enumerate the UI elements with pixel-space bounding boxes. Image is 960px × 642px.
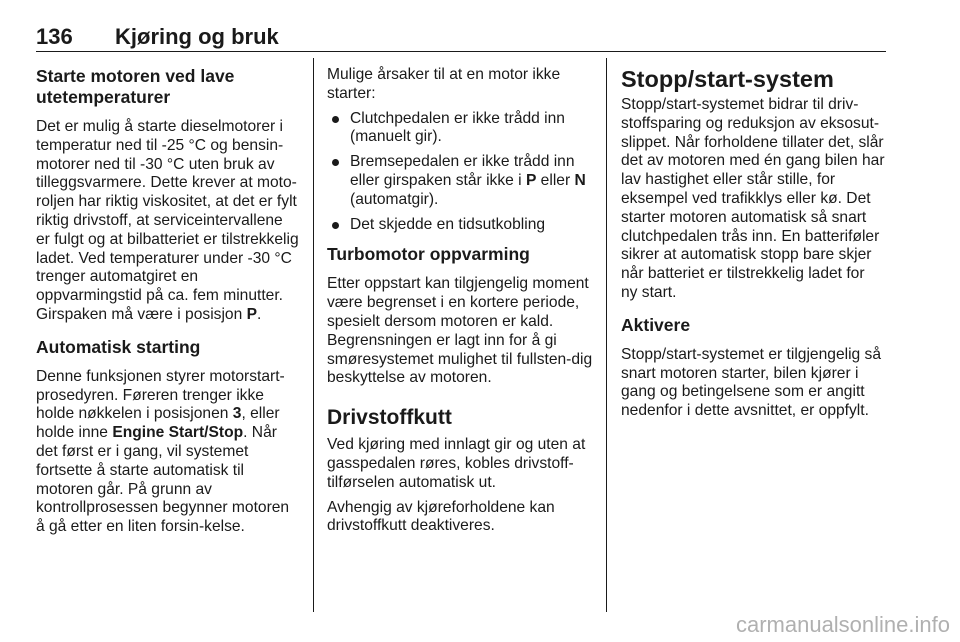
bullet-icon xyxy=(332,222,339,229)
paragraph-fuel-cut-1: Ved kjøring med innlagt gir og uten at gasspedalen røres, kobles drivstoff-tilførselen automatisk ut. xyxy=(327,436,586,491)
chapter-title: Kjøring og bruk xyxy=(115,24,279,49)
section-heading-activate: Aktivere xyxy=(621,314,691,335)
bullet-icon xyxy=(332,159,339,166)
watermark: carmanualsonline.info xyxy=(735,612,950,637)
list-item-text: Det skjedde en tidsutkobling xyxy=(350,215,546,233)
list-item-text: Clutchpedalen er ikke trådd inn (manuelt gir). xyxy=(350,109,565,146)
column-divider-1 xyxy=(313,58,314,612)
list-item xyxy=(327,110,593,148)
paragraph-fuel-cut-2: Avhengig av kjøreforholdene kan drivstoffkutt deaktiveres. xyxy=(327,498,555,535)
section-heading-stop-start: Stopp/start-system xyxy=(621,66,834,92)
column-divider-2 xyxy=(606,58,607,612)
section-heading-auto-start: Automatisk starting xyxy=(36,336,201,357)
gear-position-p: P xyxy=(525,171,537,189)
gear-position-p: P xyxy=(246,305,258,323)
section-heading-fuel-cut: Drivstoffkutt xyxy=(327,406,452,430)
causes-list xyxy=(327,110,593,235)
list-item-text: (automatgir). xyxy=(350,190,439,208)
section-heading-turbo: Turbomotor oppvarming xyxy=(327,244,530,265)
paragraph-text: Denne funksjonen styrer motorstart-prosedyren. Føreren trenger ikke holde nøkkelen i posisjonen xyxy=(36,367,285,423)
list-item-text: eller xyxy=(536,171,575,189)
paragraph-auto-start xyxy=(36,368,300,537)
paragraph-text: . Når det først er i gang, vil systemet fortsette å starte automatisk til motoren går. På grunn av kontrollprosessen begynner motoren å gå etter en liten forsin-kelse. xyxy=(36,424,290,536)
column-3 xyxy=(621,66,885,427)
list-item xyxy=(327,153,593,209)
paragraph-text: , eller holde inne xyxy=(36,405,280,442)
paragraph-cold-start xyxy=(36,118,300,325)
column-1 xyxy=(36,66,300,543)
paragraph-text: Det er mulig å starte dieselmotorer i temperatur ned til -25 °C og bensin-motorer ned til -30 °C uten bruk av tilleggsvarmere. Dette krever at moto-roljen har riktig viskositet, at det er fylt riktig drivstoff, at serviceintervallene er fulgt og at bilbatteriet er tilstrekkelig ladet. Ved temperaturer under -30 °C trenger automatgiret en oppvarmingstid på ca. fem minutter. Girspaken må være i posisjon xyxy=(36,118,299,323)
paragraph-stop-start: Stopp/start-systemet bidrar til driv-stoffsparing og reduksjon av eksosut-slippet. Når forholdene tillater det, slår det av motoren med én gang bilen har lav hastighet eller står stille, for eksempel ved trafikklys eller kø. Det starter motoren automatisk så snart clutchpedalen trås inn. En batteriføler sikrer at automatisk stopp bare skjer når batteriet er tilstrekkelig ladet for ny start. xyxy=(621,96,885,301)
column-2 xyxy=(327,66,593,542)
paragraph-causes-intro: Mulige årsaker til at en motor ikke starter: xyxy=(327,66,561,102)
section-heading-cold-start: Starte motoren ved lave utetemperaturer xyxy=(36,66,235,107)
header-divider xyxy=(36,51,886,52)
key-position-3: 3 xyxy=(232,405,242,423)
page-header xyxy=(36,24,886,54)
paragraph-turbo: Etter oppstart kan tilgjengelig moment være begrenset i en kortere periode, spesielt dersom motoren er kald. Begrensningen er lagt inn for å gi smøresystemet mulighet til fullsten-dig beskyttelse av motoren. xyxy=(327,275,593,387)
list-item-text: Bremsepedalen er ikke trådd inn eller girspaken står ikke i xyxy=(350,153,575,189)
bullet-icon xyxy=(332,116,339,123)
engine-start-stop-label: Engine Start/Stop xyxy=(112,424,244,442)
paragraph-text: . xyxy=(257,305,262,323)
gear-position-n: N xyxy=(574,171,586,189)
list-item xyxy=(327,216,593,235)
page-number: 136 xyxy=(36,24,73,49)
paragraph-activate: Stopp/start-systemet er tilgjengelig så snart motoren starter, bilen kjører i gang og betingelsene som er angitt nedenfor i dette avsnittet, er oppfylt. xyxy=(621,345,882,420)
